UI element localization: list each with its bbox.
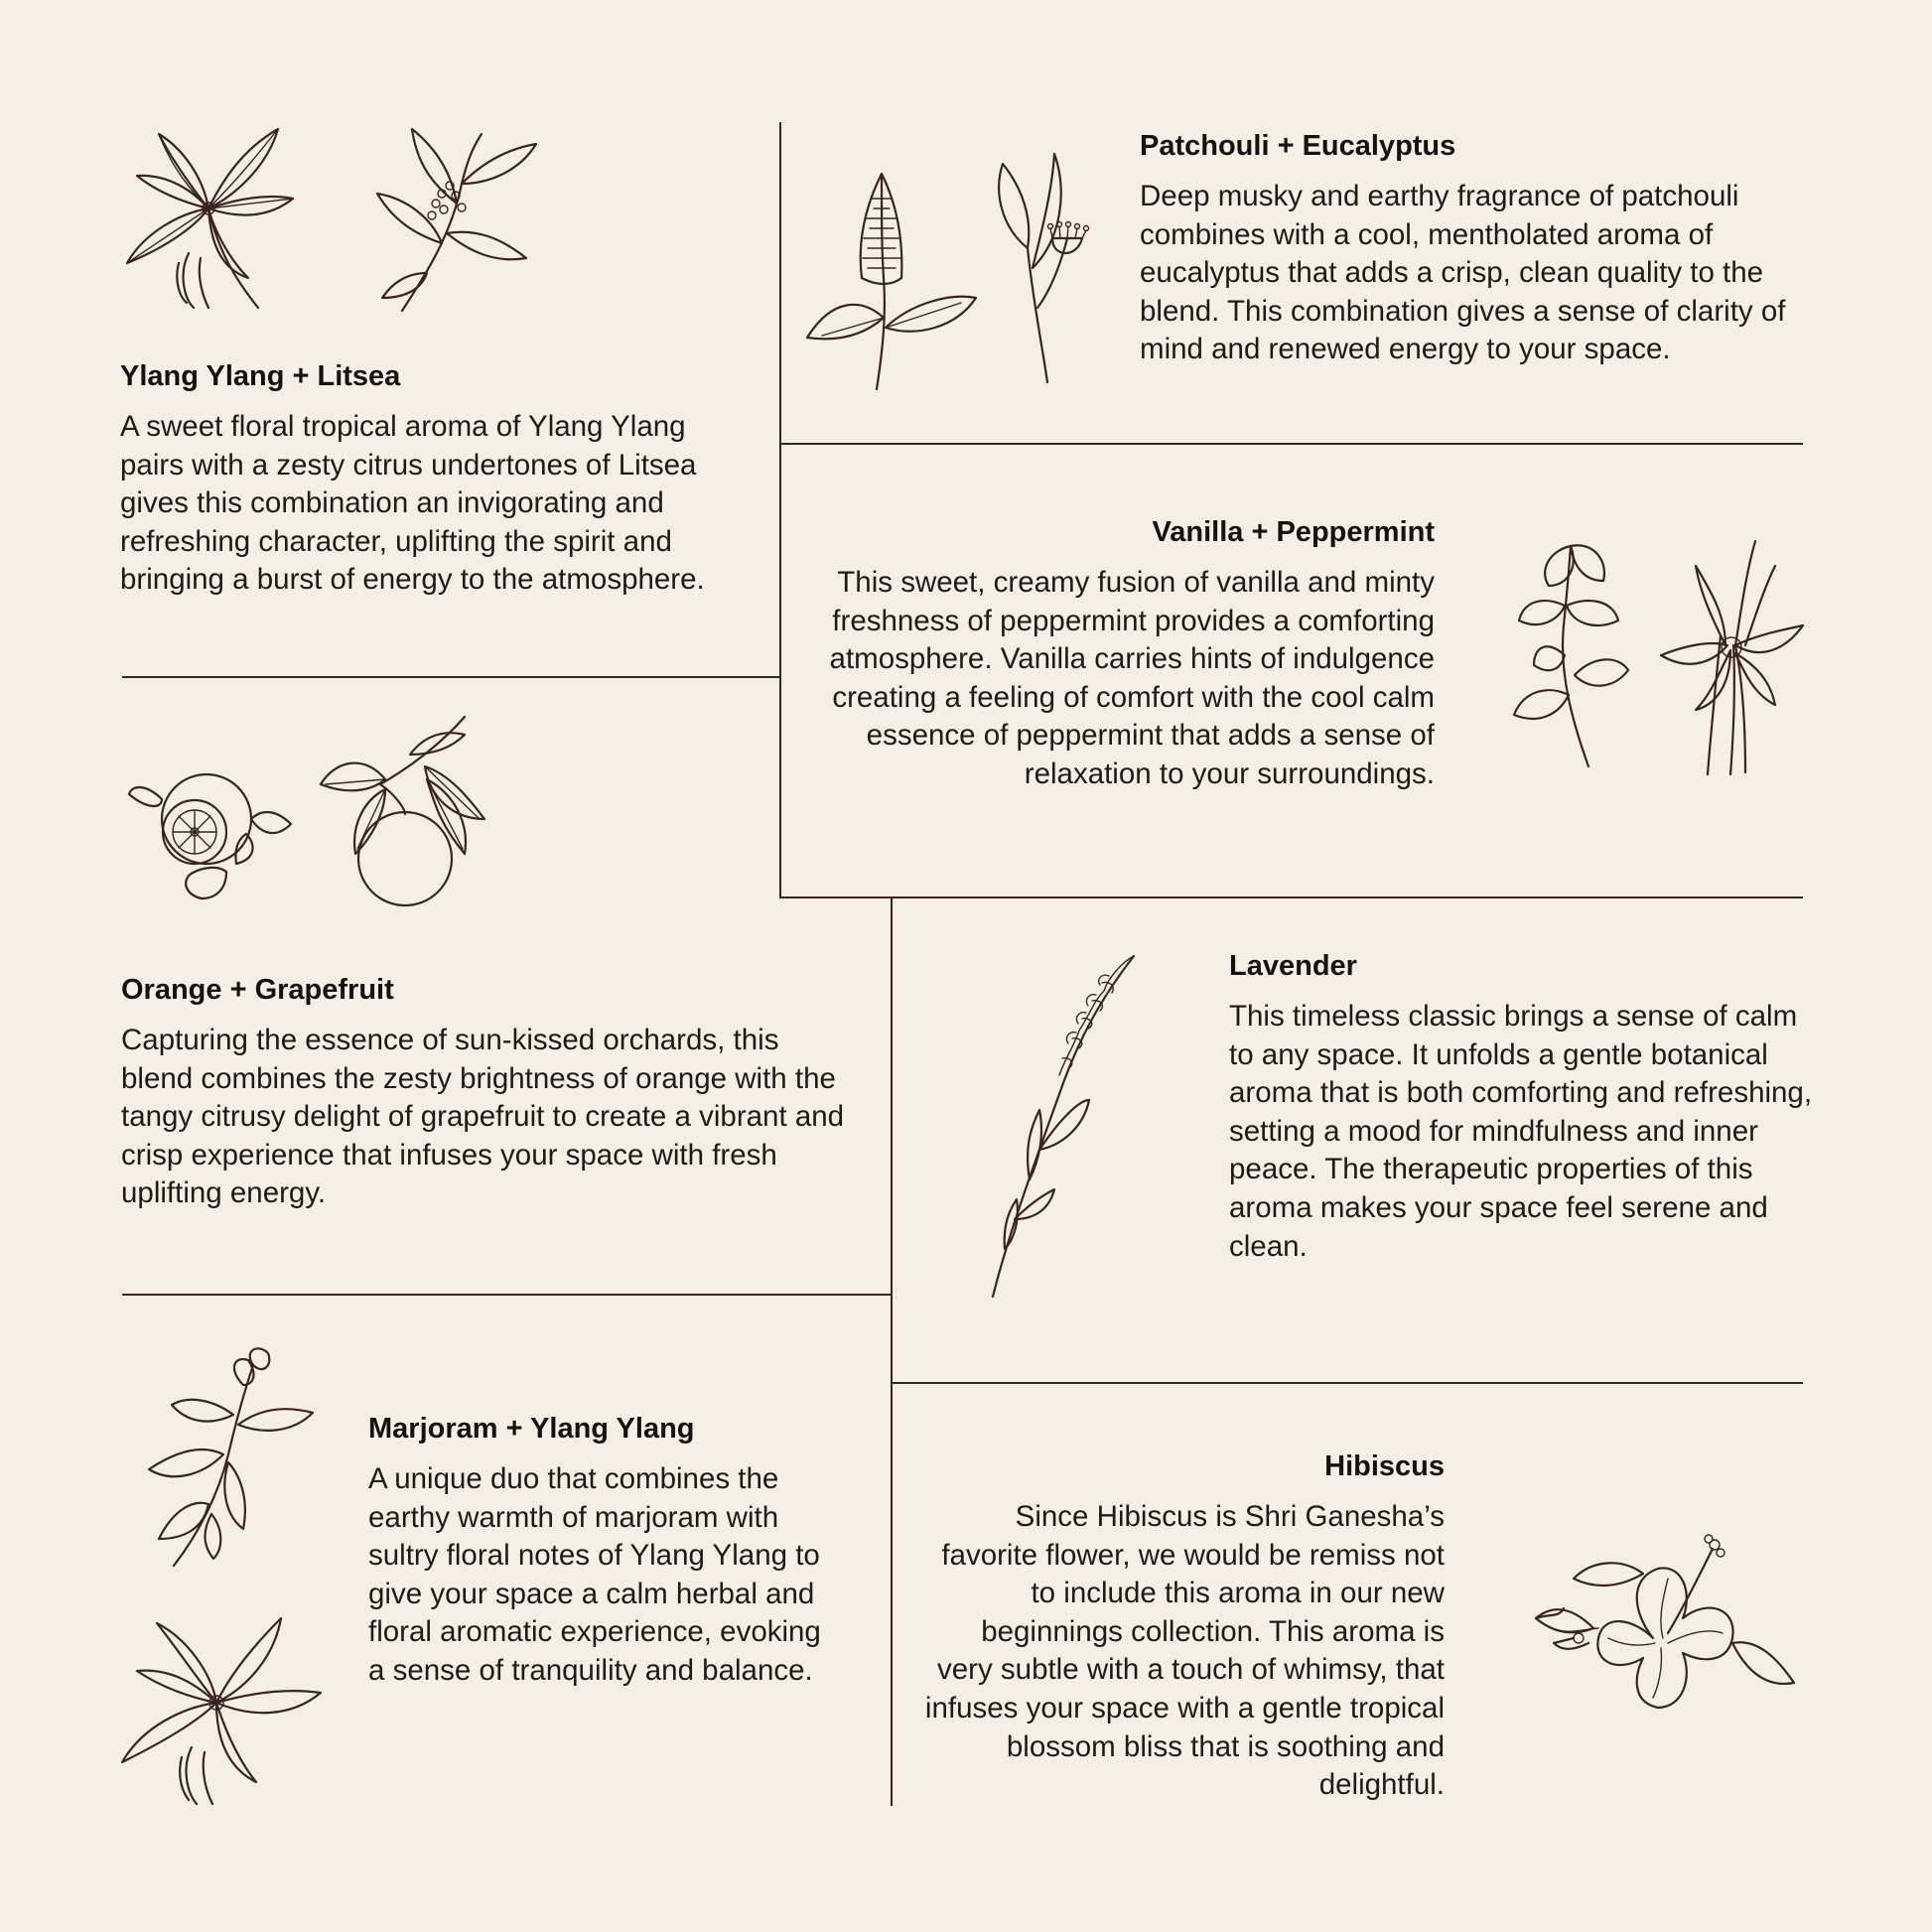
section-marjoram-ylang: [368, 1411, 835, 1691]
section-hibiscus: [923, 1449, 1445, 1805]
divider-patchouli-bottom: [779, 443, 1803, 445]
divider-orange-bottom: [122, 1294, 893, 1296]
section-title: Hibiscus: [1324, 1450, 1445, 1482]
section-title: Lavender: [1229, 950, 1357, 982]
divider-vertical-bottom: [891, 898, 893, 1806]
vanilla-orchid-icon: [1656, 536, 1805, 779]
patchouli-plant-icon: [802, 169, 981, 392]
section-body: A sweet floral tropical aroma of Ylang Ylang pairs with a zesty citrus undertones of Litsea gives this combination an invigorating and refreshing character, uplifting the spirit and bringing a burst of energy to the atmosphere.: [120, 410, 705, 597]
section-body: A unique duo that combines the earthy warmth of marjoram with sultry floral notes of Ylang Ylang to give your space a calm herbal and floral aromatic experience, evoking a sense of tranquility and balance.: [368, 1462, 821, 1687]
divider-vanilla-bottom: [779, 897, 1803, 898]
divider-lavender-bottom: [891, 1382, 1803, 1384]
section-orange-grapefruit: [121, 972, 856, 1213]
litsea-branch-icon: [372, 124, 541, 313]
lavender-sprig-icon: [985, 951, 1139, 1299]
section-title: Marjoram + Ylang Ylang: [368, 1413, 695, 1445]
section-body: This sweet, creamy fusion of vanilla and minty freshness of peppermint provides a comforting atmosphere. Vanilla carries hints of indulgence creating a feeling of comfort with the cool calm essence of peppermint that adds a sense of relaxation to your surroundings.: [829, 566, 1435, 790]
orange-branch-icon: [316, 715, 489, 908]
section-title: Ylang Ylang + Litsea: [120, 360, 401, 392]
divider-vertical-top: [779, 122, 781, 898]
eucalyptus-branch-icon: [983, 149, 1097, 387]
section-lavender: [1229, 948, 1815, 1266]
section-body: Capturing the essence of sun-kissed orchards, this blend combines the zesty brightness of orange with the tangy citrusy delight of grapefruit to create a vibrant and crisp experience that infuses your space with fresh uplifting energy.: [121, 1024, 845, 1210]
ylang-ylang-flower-icon: [117, 1613, 326, 1807]
hibiscus-flower-icon: [1534, 1519, 1797, 1727]
section-title: Orange + Grapefruit: [121, 974, 394, 1006]
section-body: This timeless classic brings a sense of calm to any space. It unfolds a gentle botanical aroma that is both comforting and refreshing, setting a mood for mindfulness and inner peace. The therapeutic properties of this aroma makes your space feel serene and clean.: [1229, 1000, 1813, 1263]
section-patchouli-eucalyptus: [1140, 128, 1815, 369]
section-ylang-litsea: [120, 358, 756, 600]
section-title: Patchouli + Eucalyptus: [1140, 130, 1456, 162]
section-body: Deep musky and earthy fragrance of patchouli combines with a cool, mentholated aroma of eucalyptus that adds a crisp, clean quality to the blend. This combination gives a sense of clarity of mind and renewed energy to your space.: [1140, 180, 1786, 366]
divider-ylang-bottom: [122, 676, 781, 678]
section-body: Since Hibiscus is Shri Ganesha’s favorite flower, we would be remiss not to include this aroma in our new beginnings collection. This aroma is very subtle with a touch of whimsy, that infuses your space with a gentle tropical blossom bliss that is soothing and delightful.: [924, 1500, 1445, 1802]
peppermint-sprig-icon: [1509, 536, 1633, 769]
section-vanilla-peppermint: [809, 514, 1435, 794]
mandarin-fruit-icon: [127, 764, 296, 903]
ylang-ylang-flower-icon: [119, 114, 298, 313]
section-title: Vanilla + Peppermint: [1152, 516, 1435, 548]
marjoram-sprig-icon: [144, 1345, 323, 1569]
